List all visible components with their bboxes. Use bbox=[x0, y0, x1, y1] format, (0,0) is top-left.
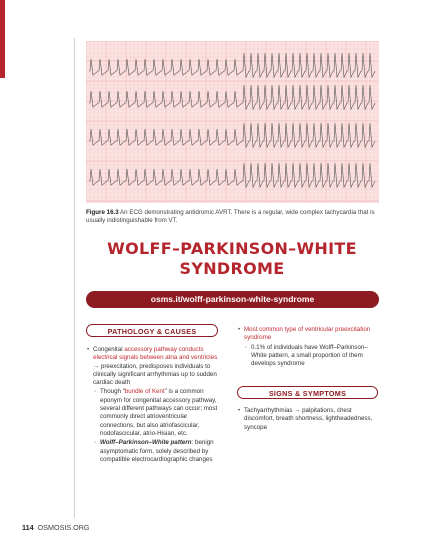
text-run: 0.1% of individuals have Wolff–Parkinson–White pattern, a small proportion of them develops syndrome bbox=[251, 343, 368, 368]
osmosis-link[interactable] bbox=[86, 291, 379, 308]
section-title-line1: WOLFF–PARKINSON–WHITE bbox=[107, 239, 357, 258]
ecg-strip-image bbox=[86, 41, 379, 203]
figure-caption bbox=[86, 209, 386, 226]
highlight-text: Most common type of ventricular preexcitation syndrome bbox=[244, 326, 371, 342]
list-item bbox=[244, 407, 379, 432]
signs-symptoms-content bbox=[237, 407, 379, 433]
page-number: 114 bbox=[22, 523, 34, 532]
prevalence-content bbox=[237, 326, 379, 369]
list-item bbox=[251, 344, 379, 369]
page-footer bbox=[22, 523, 90, 532]
figure-label: Figure 16.3 bbox=[86, 209, 119, 216]
list-item bbox=[100, 388, 220, 438]
pathology-causes-content bbox=[86, 346, 220, 465]
text-run: : benign asymptomatic form, solely described by compatible electrocardiographic changes bbox=[100, 439, 214, 463]
margin-rule bbox=[74, 38, 75, 518]
signs-symptoms-heading: SIGNS & SYMPTOMS bbox=[237, 386, 378, 399]
footer-brand: OSMOSIS.ORG bbox=[37, 523, 90, 532]
list-item bbox=[100, 439, 220, 464]
text-run: ” is a common eponym for congenital accessory pathway, several different pathways can occur; most commonly direct atrioventricular connections, but also atriofascicular, nodofascicular, atrio-Hisian, etc. bbox=[100, 388, 218, 437]
list-item bbox=[244, 326, 379, 368]
text-run: Congenital bbox=[93, 346, 125, 353]
highlight-text: bundle of Kent bbox=[124, 388, 165, 396]
figure-caption-text: An ECG demonstrating antidromic AVRT. There is a regular, wide complex tachycardia that is usually indistinguishable from VT. bbox=[86, 209, 375, 225]
chapter-tab bbox=[0, 0, 5, 78]
text-run: Though “ bbox=[100, 388, 125, 396]
osmosis-link-text: osms.it/wolff-parkinson-white-syndrome bbox=[150, 294, 315, 304]
list-item bbox=[93, 346, 220, 464]
text-run: → preexcitation, predisposes individuals to clinically significant arrhythmias up to sudden cardiac death bbox=[93, 362, 217, 387]
section-title-line2: SYNDROME bbox=[179, 259, 285, 278]
section-title bbox=[86, 239, 378, 279]
pathology-causes-heading: PATHOLOGY & CAUSES bbox=[86, 324, 218, 337]
ecg-figure bbox=[86, 41, 379, 203]
bold-term: Wolff–Parkinson–White pattern bbox=[100, 439, 192, 447]
text-run: Tachyarrhythmias → palpitations, chest discomfort, breath shortness, lightheadedness, syncope bbox=[244, 407, 373, 431]
highlight-text: accessory pathway conducts electrical signals between atria and ventricles bbox=[93, 346, 218, 362]
